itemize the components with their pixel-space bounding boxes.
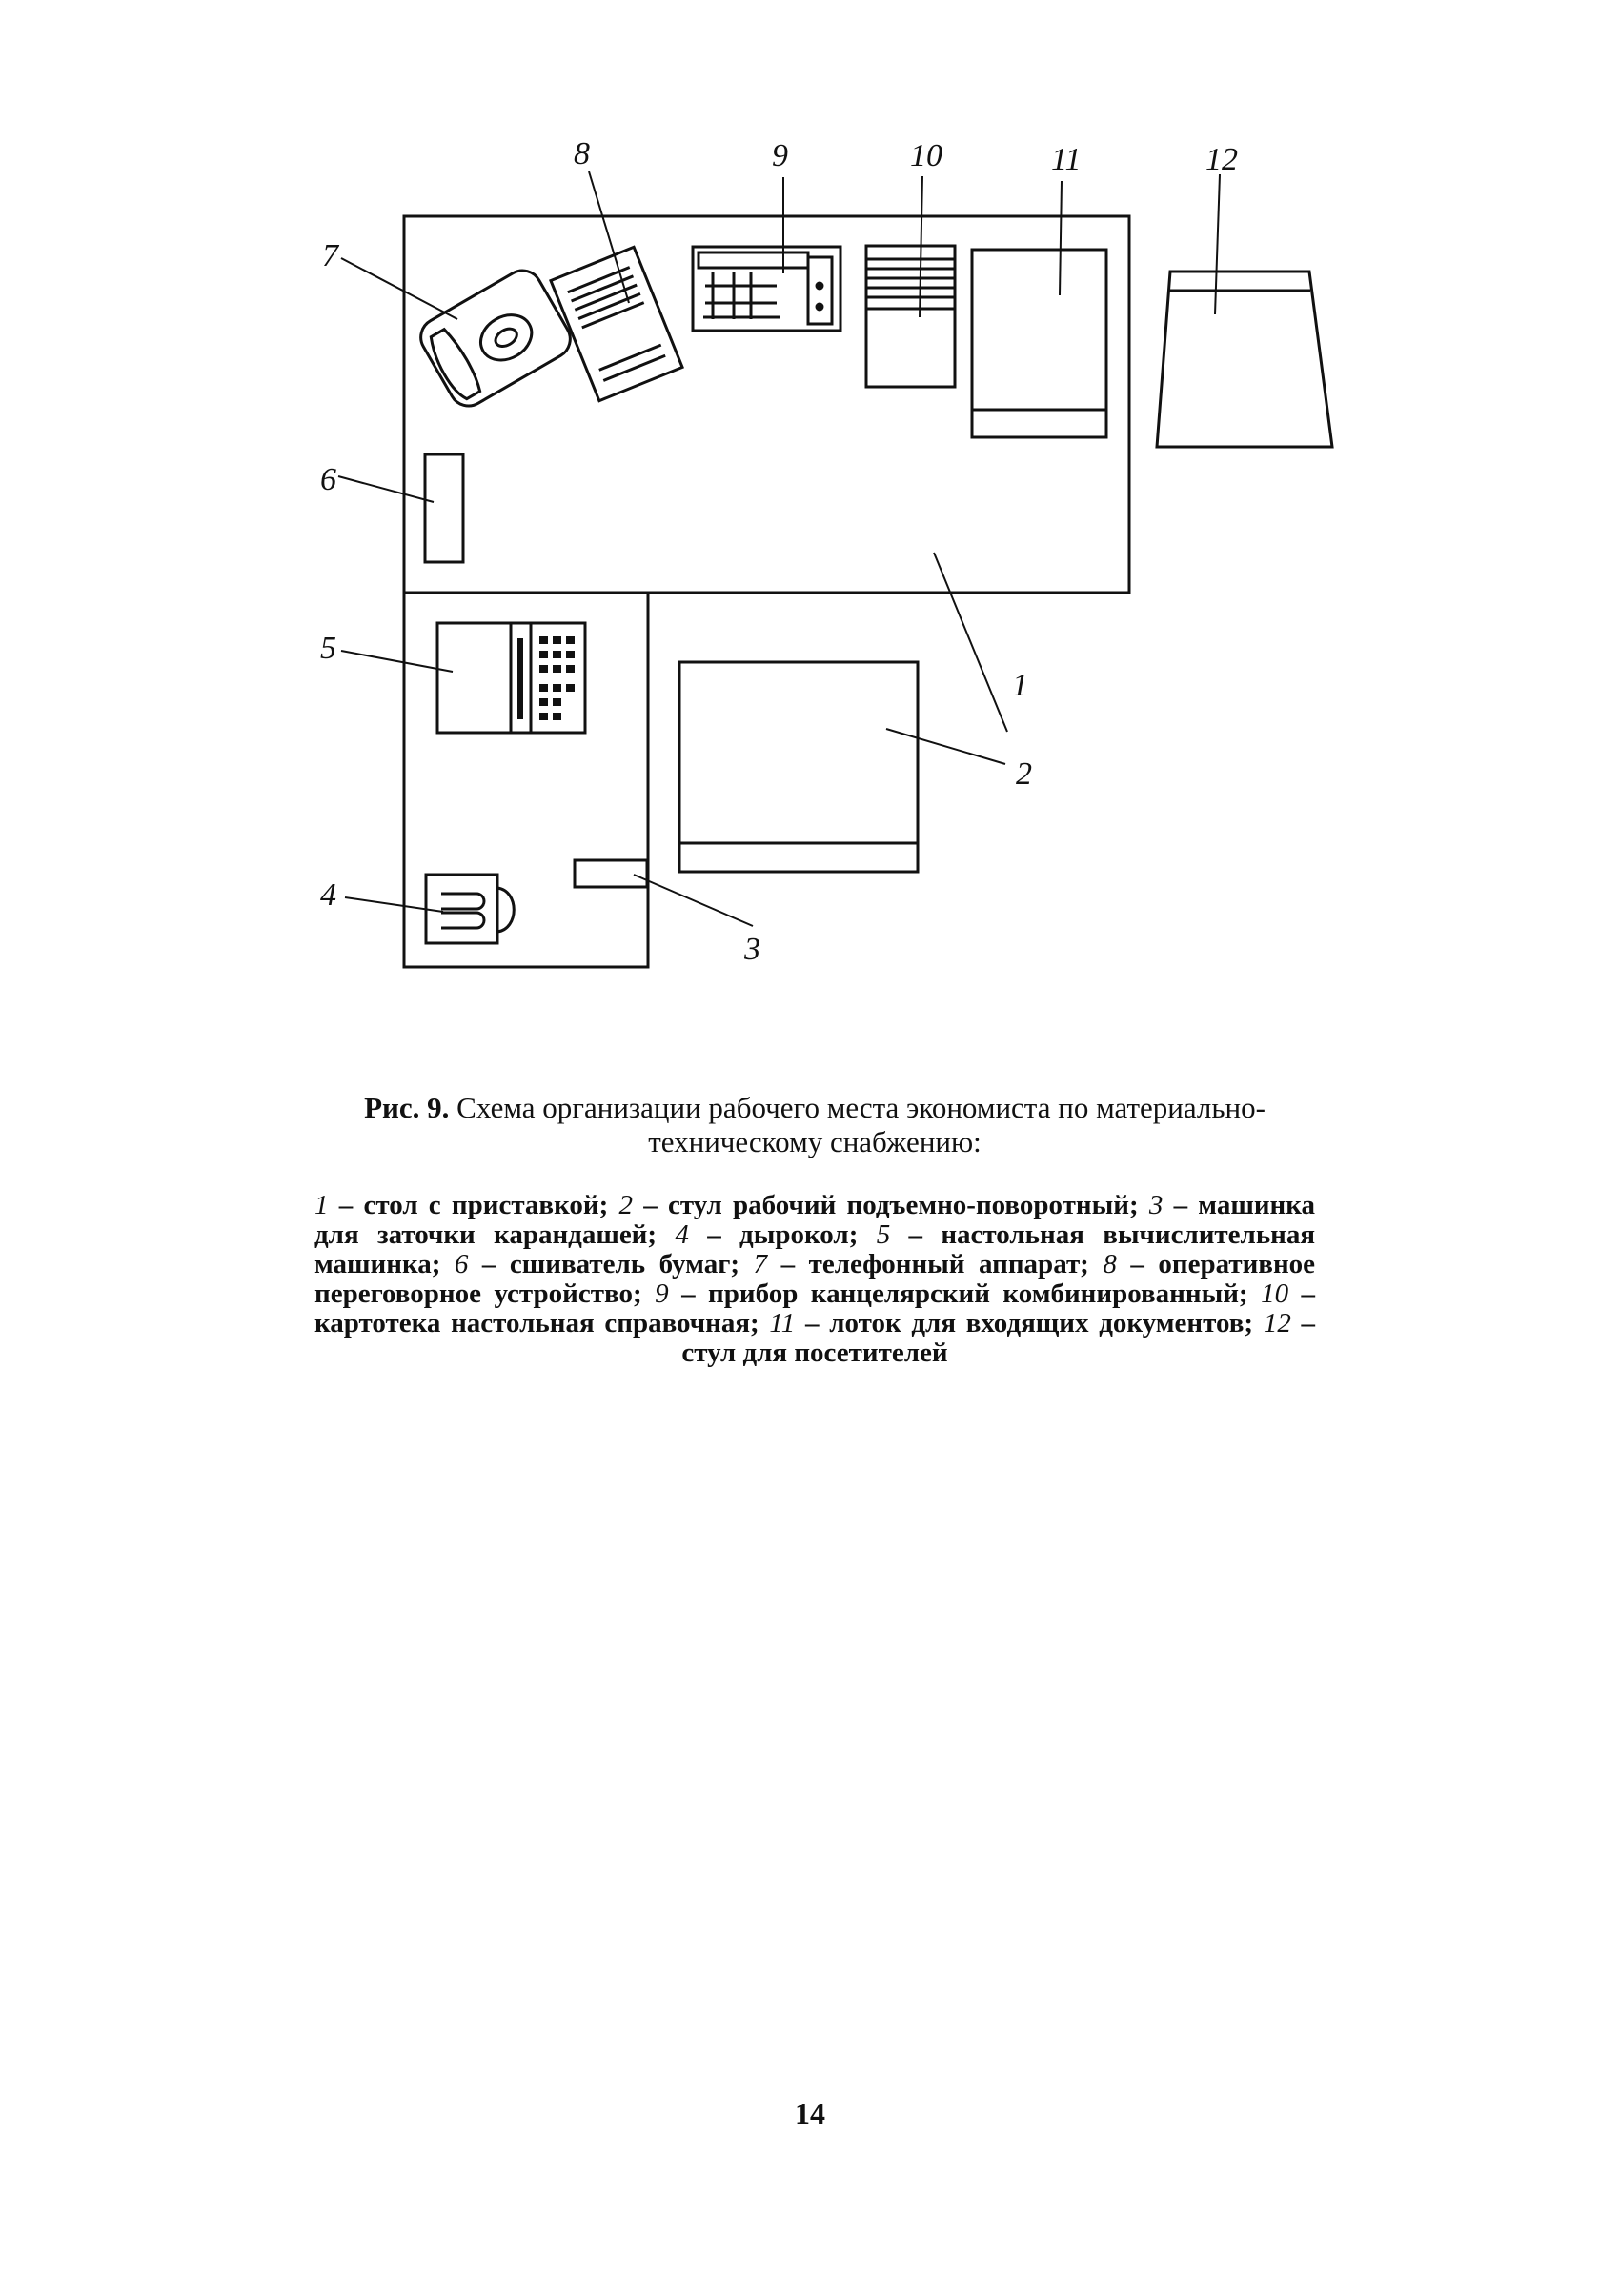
callout-3: 3 (744, 932, 760, 967)
stationery-set (693, 247, 840, 331)
callout-7: 7 (322, 238, 338, 273)
legend-num: 5 (876, 1219, 891, 1250)
page-number: 14 (795, 2096, 825, 2130)
legend-item-6 (455, 1249, 739, 1279)
legend-item-1 (314, 1190, 608, 1220)
paper-stapler (425, 454, 463, 562)
legend-text: – оперативное переговорное устройство; (314, 1249, 1316, 1309)
legend-text: – стол с приставкой; (338, 1190, 609, 1220)
figure-label: Рис. 9. (364, 1091, 450, 1124)
intercom-device (551, 247, 682, 400)
legend-num: 8 (1103, 1249, 1117, 1279)
legend-text: – картотека настольная справочная; (314, 1279, 1316, 1339)
legend-item-4 (675, 1219, 858, 1250)
legend-num: 2 (618, 1190, 634, 1220)
hole-punch (426, 875, 514, 943)
legend-num: 12 (1263, 1308, 1291, 1339)
callout-8: 8 (574, 136, 590, 171)
figure-caption (314, 1091, 1315, 1159)
legend-num: 1 (314, 1190, 329, 1220)
legend-text: – дырокол; (707, 1219, 859, 1250)
legend-num: 6 (454, 1249, 469, 1279)
callout-6: 6 (320, 462, 336, 497)
visitor-chair (1157, 272, 1332, 447)
legend-item-7 (754, 1249, 1089, 1279)
callout-4: 4 (320, 877, 336, 913)
legend-text: – стул рабочий подъемно-поворотный; (643, 1190, 1139, 1220)
desktop-calculator (437, 623, 585, 733)
incoming-tray (972, 250, 1106, 437)
legend-num: 11 (769, 1308, 796, 1339)
legend-num: 3 (1148, 1190, 1164, 1220)
callout-10: 10 (910, 138, 942, 173)
callout-9: 9 (772, 138, 788, 173)
legend-text: – стул для посетителей (681, 1308, 1316, 1368)
legend-num: 7 (753, 1249, 768, 1279)
callout-5: 5 (320, 631, 336, 666)
legend-item-2 (619, 1190, 1139, 1220)
work-chair (679, 662, 918, 872)
legend-num: 4 (675, 1219, 689, 1250)
legend-text: – сшиватель бумаг; (481, 1249, 740, 1279)
legend-text: – настольная вычислительная машинка; (314, 1219, 1316, 1279)
legend-text: – прибор канцелярский комбинированный; (681, 1279, 1248, 1309)
legend-text: – машинка для заточки карандашей; (314, 1190, 1316, 1250)
card-index (866, 246, 955, 387)
figure-legend (314, 1191, 1315, 1368)
callout-1: 1 (1012, 668, 1028, 703)
callout-12: 12 (1205, 142, 1238, 177)
legend-item-11 (769, 1308, 1253, 1339)
figure-title: Схема организации рабочего места экономиста по материально-техническому снабжению: (456, 1091, 1266, 1158)
legend-text: – телефонный аппарат; (780, 1249, 1089, 1279)
callout-2: 2 (1016, 756, 1032, 792)
callout-11: 11 (1051, 142, 1082, 177)
legend-text: – лоток для входящих документов; (805, 1308, 1254, 1339)
pencil-sharpener (575, 860, 647, 887)
legend-num: 9 (655, 1279, 669, 1309)
legend-num: 10 (1261, 1279, 1289, 1309)
legend-item-9 (655, 1279, 1247, 1309)
